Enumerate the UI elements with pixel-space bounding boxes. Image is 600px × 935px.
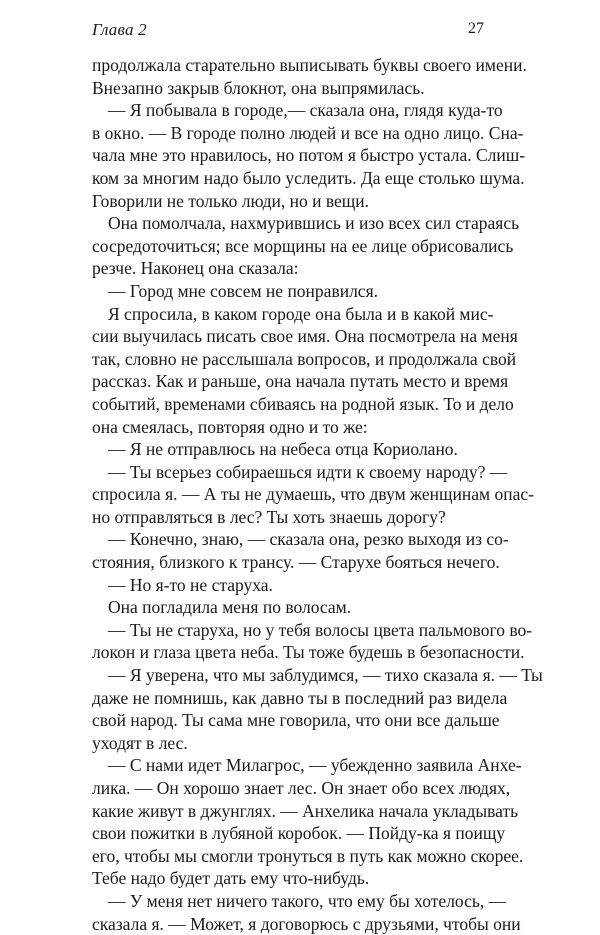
text-line: резче. Наконец она сказала: — [92, 258, 299, 279]
text-line: лика. — Он хорошо знает лес. Он знает обо всех людях, — [92, 778, 511, 798]
chapter-running-head: Глава 2 — [92, 20, 147, 39]
text-line: чала мне это нравилось, но потом я быстро устала. Слиш- — [92, 145, 526, 166]
text-line: но отправляться в лес? Ты хоть знаешь дорогу? — [92, 506, 446, 527]
text-line: — Ты всерьез собираешься идти к своему народу? — — [108, 461, 508, 482]
text-line: рассказ. Как и раньше, она начала путать место и время — [92, 371, 509, 392]
text-line: Тебе надо будет дать ему что-нибудь. — [92, 868, 370, 889]
text-line: уходят в лес. — [92, 732, 188, 753]
text-line: она смеялась, повторяя одно и то же: — [92, 416, 368, 437]
text-line: Внезапно закрыв блокнот, она выпрямилась. — [92, 77, 425, 98]
text-line: — Я уверена, что мы заблудимся, — тихо сказала я. — Ты — [108, 665, 543, 686]
text-line: какие живут в джунглях. — Анхелика начала укладывать — [92, 800, 519, 821]
text-line: Она помолчала, нахмурившись и изо всех сил стараясь — [108, 213, 520, 234]
text-line: стояния, близкого к трансу. — Старухе бояться нечего. — [92, 552, 500, 573]
text-line: — Но я-то не старуха. — [108, 574, 273, 595]
page-number: 27 — [468, 20, 484, 37]
text-line: — Ты не старуха, но у тебя волосы цвета пальмового во- — [108, 619, 533, 640]
text-line: — Я побывала в городе,— сказала она, глядя куда-то — [108, 100, 503, 121]
text-line: ком за многим надо было уследить. Да еще столько шума. — [92, 167, 525, 188]
text-line: событий, временами сбиваясь на родной язык. То и дело — [92, 393, 514, 414]
text-line: сии выучилась писать свое имя. Она посмотрела на меня — [92, 326, 518, 347]
text-line: сказала я. — Может, я договорюсь с друзьями, чтобы они — [92, 913, 521, 934]
text-line: — Я не отправлюсь на небеса отца Кориолано. — [108, 439, 458, 460]
text-line: свои пожитки в лубяной коробок. — Пойду-ка я поищу — [92, 823, 506, 844]
text-line: свой народ. Ты сама мне говорила, что они все дальше — [92, 710, 500, 731]
text-line: даже не помнишь, как давно ты в последний раз видела — [92, 687, 508, 708]
text-line: — Конечно, знаю, — сказала она, резко выходя из со- — [108, 529, 509, 550]
text-line: продолжала старательно выписывать буквы своего имени. — [92, 55, 527, 75]
text-line: — С нами идет Милагрос, — убежденно заявила Анхе- — [108, 755, 522, 776]
text-line: в окно. — В городе полно людей и все на одно лицо. Сна- — [92, 122, 524, 143]
body-text — [92, 54, 543, 935]
text-line: спросила я. — А ты не думаешь, что двум женщинам опас- — [92, 484, 534, 505]
text-line: Она погладила меня по волосам. — [108, 597, 352, 618]
text-line: Говорили не только люди, но и вещи. — [92, 190, 370, 211]
text-line: сосредоточиться; все морщины на ее лице обрисовались — [92, 235, 514, 256]
text-line: — У меня нет ничего такого, что ему бы хотелось, — — [108, 890, 507, 911]
text-line: Я спросила, в каком городе она была и в какой мис- — [108, 303, 494, 324]
text-line: его, чтобы мы смогли тронуться в путь как можно скорее. — [92, 845, 524, 866]
text-line: так, словно не расслышала вопросов, и продолжала свой — [92, 348, 517, 369]
text-line: локон и глаза цвета неба. Ты тоже будешь в безопасности. — [92, 642, 525, 663]
text-line: — Город мне совсем не понравился. — [108, 280, 378, 301]
